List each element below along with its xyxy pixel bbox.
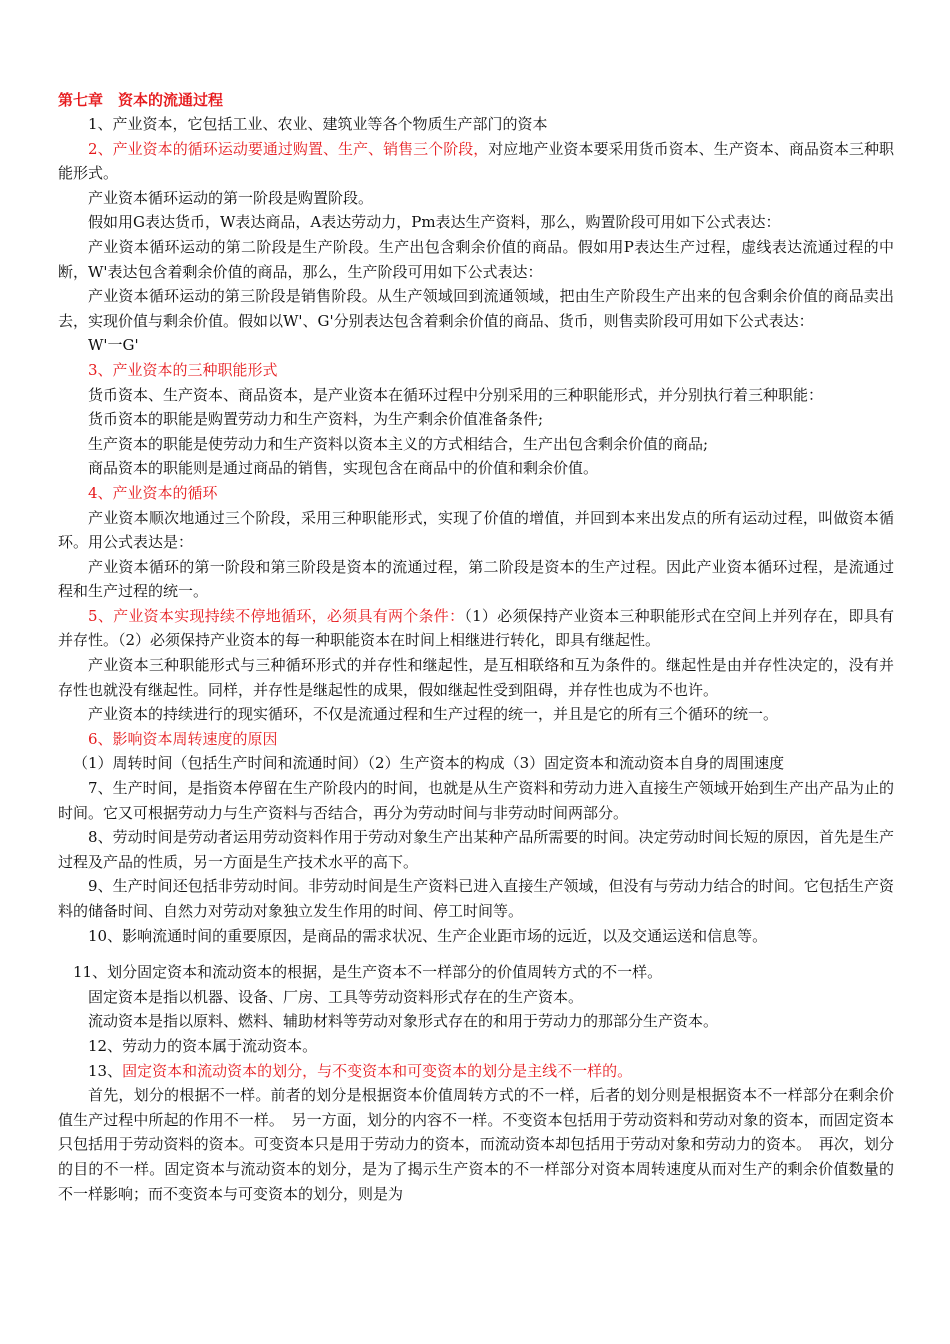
paragraph-text: 流动资本是指以原料、燃料、辅助材料等劳动对象形式存在的和用于劳动力的那部分生产资本。 [88,1012,719,1031]
paragraph-text: 产业资本循环运动的第三阶段是销售阶段。从生产领域回到流通领域，把由生产阶段生产出来的包含剩余价值的商品卖出去，实现价值与剩余价值。假如以W'、G'分别表达包含着剩余价值的商品、货币，则售卖阶段可用如下公式表达： [58,287,894,330]
paragraph-text: 货币资本、生产资本、商品资本，是产业资本在循环过程中分别采用的三种职能形式，并分别执行着三种职能： [88,385,824,404]
section-heading-6 [58,727,894,752]
paragraph-text: 货币资本的职能是购置劳动力和生产资料，为生产剩余价值准备条件; [88,410,544,429]
paragraph-text: 9、生产时间还包括非劳动时间。非劳动时间是生产资料已进入直接生产领域，但没有与劳动力结合的时间。它包括生产资料的储备时间、自然力对劳动对象独立发生作用的时间、停工时间等。 [58,877,894,920]
paragraph-6 [58,284,894,333]
formula-line [58,333,894,358]
highlighted-text: 固定资本和流动资本的划分，与不变资本和可变资本的划分是主线不一样的。 [122,1061,633,1080]
highlighted-text: 3、产业资本的三种职能形式 [88,360,278,379]
paragraph-text: 对应地产业资本要采用货币资本、生产资本、商品资本三种职能形式。 [58,139,894,183]
paragraph-text: 产业资本的持续进行的现实循环，不仅是流通过程和生产过程的统一，并且是它的所有三个循环的统一。 [88,705,779,724]
paragraph-17 [58,653,894,702]
paragraph-text: 10、影响流通时间的重要原因，是商品的需求状况、生产企业距市场的远近，以及交通运送和信息等。 [88,926,768,945]
paragraph-text: （1）必须保持产业资本三种职能形式在空间上并列存在，即具有并存性。（2）必须保持产业资本的每一种职能资本在时间上相继进行转化，即具有继起性。 [58,606,895,650]
paragraph-18 [58,702,894,727]
paragraph-9 [58,383,894,408]
paragraph-text: 产业资本顺次地通过三个阶段，采用三种职能形式，实现了价值的增值，并回到本来出发点的所有运动过程，叫做资本循环。用公式表达是： [58,508,894,552]
paragraph-25 [58,960,894,985]
paragraph-23 [58,874,894,923]
paragraph-16 [58,604,894,653]
paragraph-text: 8、劳动时间是劳动者运用劳动资料作用于劳动对象生产出某种产品所需要的时间。决定劳动时间长短的原因，首先是生产过程及产品的性质，另一方面是生产技术水平的高下。 [58,828,894,871]
paragraph-27 [58,1009,894,1034]
paragraph-text: 商品资本的职能则是通过商品的销售，实现包含在商品中的价值和剩余价值。 [88,459,599,478]
paragraph-2 [58,137,894,186]
paragraph-text: 首先，划分的根据不一样。前者的划分是根据资本价值周转方式的不一样，后者的划分则是根据资本不一样部分在剩余价值生产过程中所起的作用不一样。 另一方面，划分的内容不一样。不变资本包括用于劳动资料和劳动对象的资本，而固定资本只包括用于劳动资料的资本。可变资本只是用于劳动力的资本，而流动资本却包括用于劳动对象和劳动力的资本。 再次，划分的目的不一样。固定资本与流动资本的划分，是为了揭示生产资本的不一样部分对资本周转速度从而对生产的剩余价值数量的不一样影响；而不变资本与可变资本的划分，则是为 [58,1086,894,1203]
highlighted-text: 6、影响资本周转速度的原因 [88,729,278,748]
highlighted-text: 5、产业资本实现持续不停地循环，必须具有两个条件： [88,606,465,625]
paragraph-text: 12、劳动力的资本属于流动资本。 [88,1036,318,1055]
paragraph-text: （1）周转时间（包括生产时间和流通时间）（2）生产资本的构成（3）固定资本和流动资本自身的周围速度 [73,754,785,773]
highlighted-text: 4、产业资本的循环 [88,483,218,502]
paragraph-20 [58,751,894,776]
paragraph-text: 产业资本三种职能形式与三种循环形式的并存性和继起性，是互相联络和互为条件的。继起性是由并存性决定的，没有并存性也就没有继起性。同样，并存性是继起性的成果，假如继起性受到阻碍，并存性也成为不也许。 [58,656,894,699]
section-heading-4 [58,481,894,506]
paragraph-21 [58,776,894,825]
section-heading-3 [58,358,894,383]
paragraph-15 [58,555,894,604]
paragraph-text: 13、 [88,1061,123,1080]
paragraph-text: 11、划分固定资本和流动资本的根据，是生产资本不一样部分的价值周转方式的不一样。 [73,963,663,982]
paragraph-24 [58,924,894,949]
highlighted-text: 2、产业资本的循环运动要通过购置、生产、销售三个阶段， [88,139,489,158]
paragraph-1 [58,112,894,137]
paragraph-11 [58,432,894,457]
paragraph-text: 产业资本循环的第一阶段和第三阶段是资本的流通过程，第二阶段是资本的生产过程。因此产业资本循环过程，是流通过程和生产过程的统一。 [58,557,894,601]
paragraph-28 [58,1034,894,1059]
paragraph-text: 固定资本是指以机器、设备、厂房、工具等劳动资料形式存在的生产资本。 [88,987,584,1006]
paragraph-text: 假如用G表达货币，W表达商品，A表达劳动力，Pm表达生产资料，那么，购置阶段可用如下公式表达： [88,213,781,232]
paragraph-4 [58,210,894,235]
paragraph-12 [58,456,894,481]
paragraph-text: 7、生产时间，是指资本停留在生产阶段内的时间，也就是从生产资料和劳动力进入直接生产领域开始到生产出产品为止的时间。它又可根据劳动力与生产资料与否结合，再分为劳动时间与非劳动时间两部分。 [58,779,894,822]
paragraph-30 [58,1083,894,1206]
paragraph-22 [58,825,894,874]
paragraph-26 [58,985,894,1010]
formula-text: W'一G' [88,336,139,355]
paragraph-text: 产业资本循环运动的第一阶段是购置阶段。 [88,188,374,207]
paragraph-text: 生产资本的职能是使劳动力和生产资料以资本主义的方式相结合，生产出包含剩余价值的商品; [88,434,709,453]
paragraph-text: 产业资本循环运动的第二阶段是生产阶段。生产出包含剩余价值的商品。假如用P表达生产过程，虚线表达流通过程的中断，W'表达包含着剩余价值的商品，那么，生产阶段可用如下公式表达： [58,237,894,281]
paragraph-14 [58,506,894,555]
paragraph-5 [58,235,894,284]
chapter-title: 第七章 资本的流通过程 [58,91,224,109]
paragraph-3 [58,186,894,211]
paragraph-10 [58,407,894,432]
paragraph-text: 1、产业资本，它包括工业、农业、建筑业等各个物质生产部门的资本 [88,115,548,133]
paragraph-29 [58,1059,894,1084]
